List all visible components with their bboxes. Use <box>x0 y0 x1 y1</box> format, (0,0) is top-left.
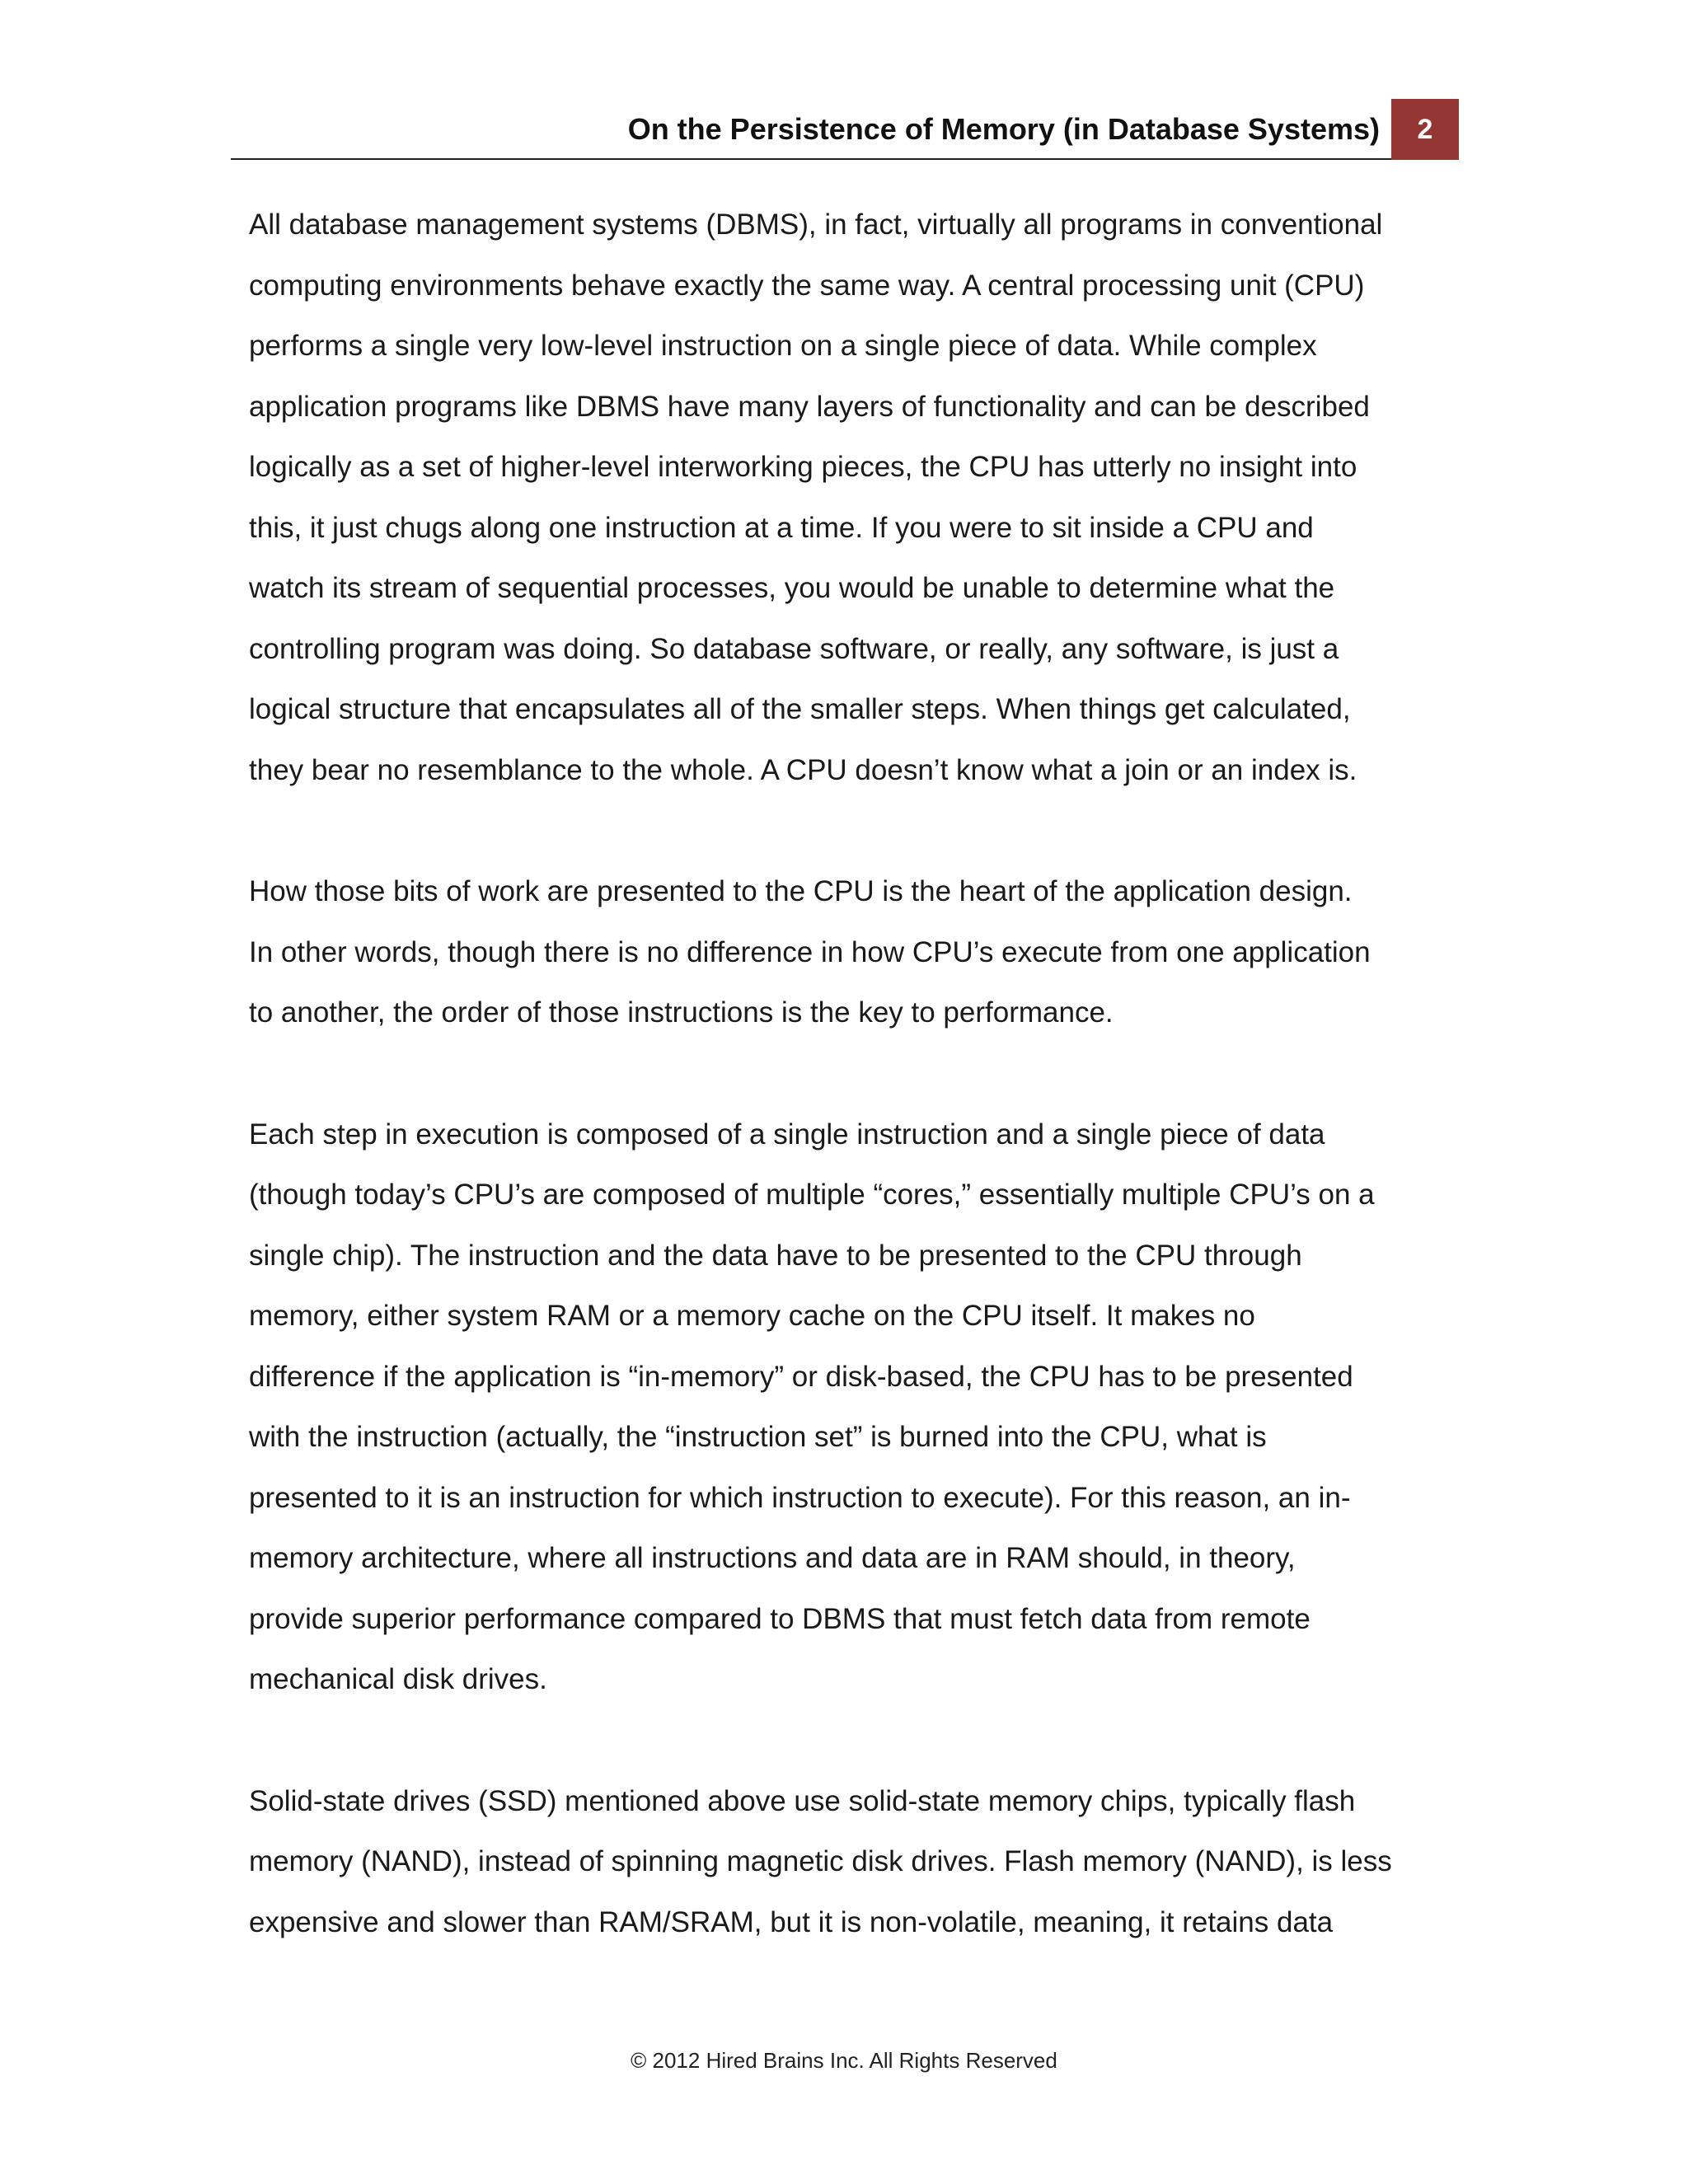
text-line: they bear no resemblance to the whole. A CPU doesn’t know what a join or an index is. <box>249 753 1357 786</box>
paragraph-2 <box>249 861 1452 1043</box>
text-line: (though today’s CPU’s are composed of multiple “cores,” essentially multiple CPU’s on a <box>249 1179 1375 1211</box>
text-line: watch its stream of sequential processes, you would be unable to determine what the <box>249 572 1335 604</box>
page-footer: © 2012 Hired Brains Inc. All Rights Reserved <box>631 2048 1057 2073</box>
text-line: performs a single very low-level instruction on a single piece of data. While complex <box>249 330 1317 362</box>
text-line: expensive and slower than RAM/SRAM, but it is non-volatile, meaning, it retains data <box>249 1905 1334 1938</box>
body-text <box>249 194 1452 2013</box>
text-line: application programs like DBMS have many layers of functionality and can be described <box>249 390 1370 423</box>
page-header <box>231 99 1459 160</box>
text-line: memory architecture, where all instructions and data are in RAM should, in theory, <box>249 1542 1296 1574</box>
text-line: Solid-state drives (SSD) mentioned above use solid-state memory chips, typically flash <box>249 1784 1356 1817</box>
text-line: difference if the application is “in-memory” or disk-based, the CPU has to be presented <box>249 1360 1353 1393</box>
text-line: single chip). The instruction and the data have to be presented to the CPU through <box>249 1239 1302 1272</box>
text-line: controlling program was doing. So database software, or really, any software, is just a <box>249 632 1339 665</box>
text-line: All database management systems (DBMS), in fact, virtually all programs in conventional <box>249 209 1383 241</box>
text-line: with the instruction (actually, the “instruction set” is burned into the CPU, what is <box>249 1421 1267 1453</box>
text-line: logically as a set of higher-level interworking pieces, the CPU has utterly no insight into <box>249 451 1357 483</box>
text-line: memory (NAND), instead of spinning magnetic disk drives. Flash memory (NAND), is less <box>249 1845 1392 1877</box>
text-line: this, it just chugs along one instruction at a time. If you were to sit inside a CPU and <box>249 511 1314 544</box>
text-line: How those bits of work are presented to the CPU is the heart of the application design. <box>249 875 1353 907</box>
text-line: memory, either system RAM or a memory cache on the CPU itself. It makes no <box>249 1300 1255 1332</box>
text-line: mechanical disk drives. <box>249 1663 547 1695</box>
text-line: provide superior performance compared to DBMS that must fetch data from remote <box>249 1602 1311 1635</box>
paragraph-4 <box>249 1771 1452 1953</box>
page-number-badge: 2 <box>1391 99 1459 160</box>
text-line: presented to it is an instruction for which instruction to execute). For this reason, an in- <box>249 1481 1351 1514</box>
text-line: Each step in execution is composed of a single instruction and a single piece of data <box>249 1118 1325 1151</box>
paragraph-1 <box>249 194 1452 800</box>
paragraph-3 <box>249 1104 1452 1710</box>
text-line: logical structure that encapsulates all of the smaller steps. When things get calculated, <box>249 693 1351 725</box>
header-title: On the Persistence of Memory (in Database Systems) <box>627 112 1380 146</box>
text-line: In other words, though there is no difference in how CPU’s execute from one application <box>249 935 1371 968</box>
text-line: computing environments behave exactly the same way. A central processing unit (CPU) <box>249 269 1365 302</box>
text-line: to another, the order of those instructions is the key to performance. <box>249 996 1114 1029</box>
